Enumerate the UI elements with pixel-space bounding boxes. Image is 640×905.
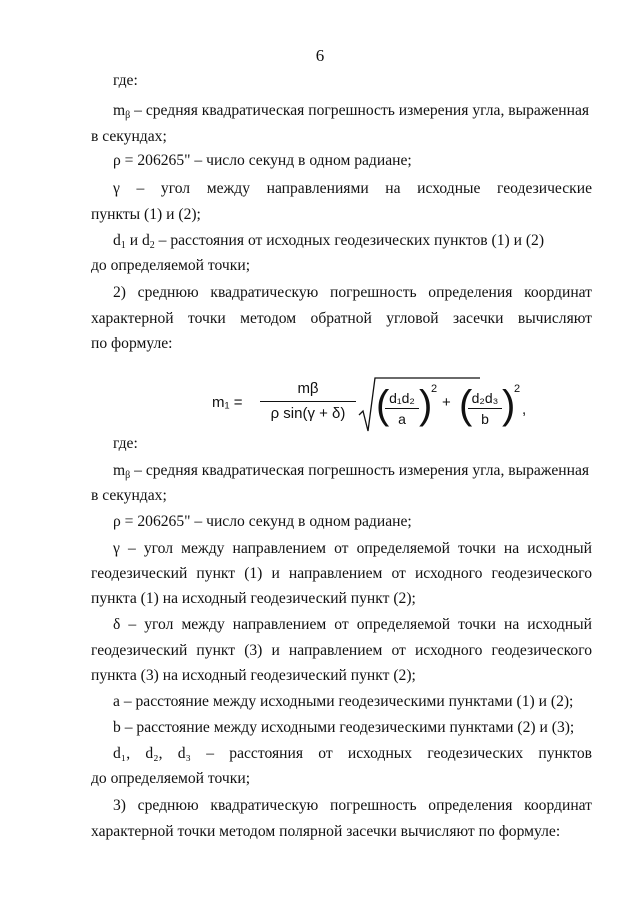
symbol: d xyxy=(113,232,121,249)
subscript: 1 xyxy=(120,240,126,251)
formula-comma: , xyxy=(522,401,527,418)
symbol: m xyxy=(113,462,126,479)
term-1-numerator: d₁d₂ xyxy=(389,390,415,406)
text-line: до определяемой точки; xyxy=(91,257,251,274)
text-line: до определяемой точки; xyxy=(91,770,251,787)
text-line: γ – угол между направлениями на исходные геодезические xyxy=(113,180,592,197)
text-line: характерной точки методом полярной засечки вычисляют по формуле: xyxy=(91,823,561,840)
formula-lhs: m₁ = xyxy=(212,394,243,411)
text-line: геодезический пункт (1) и направлением от исходного геодезического xyxy=(91,565,592,582)
text-line: по формуле: xyxy=(91,335,173,352)
text-line: пункта (1) на исходный геодезический пункт (2); xyxy=(91,590,416,607)
text-line: 3) среднюю квадратическую погрешность определения координат xyxy=(113,797,592,814)
text-line: в секундах; xyxy=(91,128,167,145)
right-paren: ) xyxy=(419,383,433,427)
plus-sign: + xyxy=(442,394,451,411)
text-line: где: xyxy=(113,72,138,89)
text-line: геодезический пункт (3) и направлением от исходного геодезического xyxy=(91,642,592,659)
text-line xyxy=(113,231,544,251)
formula-numerator: mβ xyxy=(297,380,319,397)
formula xyxy=(212,375,527,433)
fraction-bar xyxy=(468,408,502,409)
text: – средняя квадратическая погрешность измерения угла, выраженная xyxy=(130,462,590,479)
text-line: пункта (3) на исходный геодезический пункт (2); xyxy=(91,667,416,684)
term-1-denominator: a xyxy=(398,411,406,427)
formula-denominator: ρ sin(γ + δ) xyxy=(270,405,346,422)
page-number: 6 xyxy=(315,46,325,65)
text-line: 2) среднюю квадратическую погрешность определения координат xyxy=(113,284,592,301)
text-line: d₁, d₂, d₃ – расстояния от исходных геодезических пунктов xyxy=(113,745,592,762)
text-line xyxy=(113,461,589,481)
text-line: в секундах; xyxy=(91,487,167,504)
text: – расстояния от исходных геодезических пунктов (1) и (2) xyxy=(154,232,545,249)
term-2-power: 2 xyxy=(514,383,521,395)
subscript: β xyxy=(125,470,131,481)
fraction-bar xyxy=(385,408,419,409)
text: – средняя квадратическая погрешность измерения угла, выраженная xyxy=(130,102,590,119)
text-line: пункты (1) и (2); xyxy=(91,206,201,223)
left-paren: ( xyxy=(376,383,390,427)
term-1-power: 2 xyxy=(431,383,438,395)
text-line: ρ = 206265" – число секунд в одном радиане; xyxy=(113,152,412,169)
text: и d xyxy=(125,232,150,249)
right-paren: ) xyxy=(502,383,516,427)
subscript: β xyxy=(125,110,131,121)
term-2-numerator: d₂d₃ xyxy=(471,390,499,406)
term-2-denominator: b xyxy=(481,411,489,427)
text-line: δ – угол между направлением от определяемой точки на исходный xyxy=(113,616,592,633)
text-line xyxy=(113,101,589,121)
term-2-fraction xyxy=(468,389,502,428)
text-line: b – расстояние между исходными геодезическими пунктами (2) и (3); xyxy=(113,719,575,736)
subscript: 2 xyxy=(149,240,155,251)
text-line: γ – угол между направлением от определяемой точки на исходный xyxy=(113,540,592,557)
left-paren: ( xyxy=(459,383,473,427)
fraction-bar xyxy=(260,401,356,402)
text-line: ρ = 206265" – число секунд в одном радиане; xyxy=(113,513,412,530)
text-line: характерной точки методом обратной угловой засечки вычисляют xyxy=(91,310,592,327)
text-line: где: xyxy=(113,435,138,452)
formula-fraction xyxy=(260,379,356,424)
term-1-fraction xyxy=(385,389,419,428)
symbol: m xyxy=(113,102,126,119)
text-line: a – расстояние между исходными геодезическими пунктами (1) и (2); xyxy=(113,693,574,710)
